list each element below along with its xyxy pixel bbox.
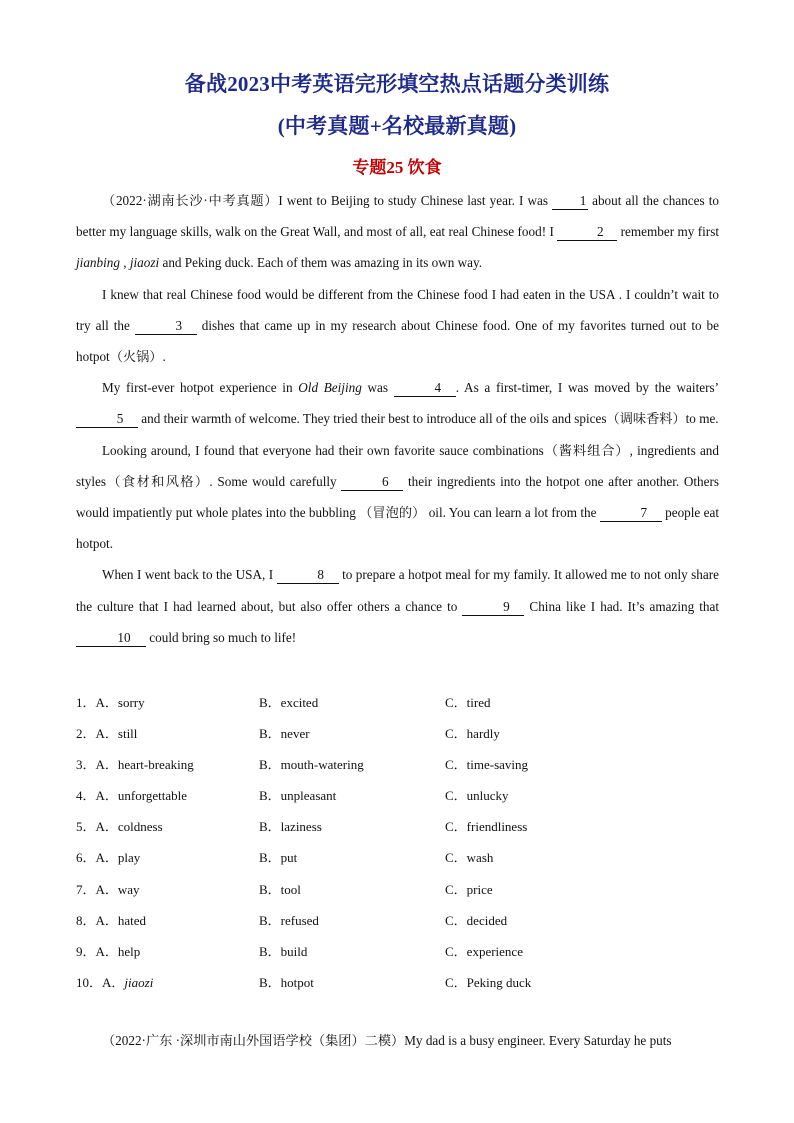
passage-text: dishes that came up in my research about Chinese food. One of my favorites turned out to be hotpot（火锅）. (76, 317, 719, 365)
option-a[interactable]: 9．A．help (76, 943, 141, 959)
paragraph-3 (76, 372, 719, 434)
next-passage-start (76, 1030, 719, 1049)
passage-text: When I went back to the USA, I (102, 567, 277, 583)
option-a[interactable]: 4．A．unforgettable (76, 788, 187, 804)
passage-text: and their warmth of welcome. They tried their best to introduce all of the oils and spices（调味香料）to me. (138, 411, 719, 427)
option-b[interactable]: B．hotpot (259, 974, 314, 990)
option-a[interactable]: 6．A．play (76, 850, 141, 866)
option-c[interactable]: C．experience (445, 943, 523, 959)
option-b[interactable]: B．excited (259, 695, 319, 710)
option-c[interactable]: C．hardly (445, 726, 500, 742)
option-c[interactable]: C．decided (445, 912, 508, 928)
option-row-3 (76, 748, 719, 779)
option-a[interactable]: 10．A．jiaozi (76, 974, 154, 990)
passage-text: about all the chances to better my language skills, walk on the Great Wall, and most of all, eat real Chinese food! I (76, 193, 719, 240)
passage-text: , (119, 255, 130, 271)
blank-5[interactable]: 5 (76, 411, 138, 428)
options-list (76, 686, 719, 997)
blank-9[interactable]: 9 (462, 599, 524, 616)
paragraph-2 (76, 279, 719, 373)
passage-text: I went to Beijing to study Chinese last year. I was (278, 193, 553, 208)
option-row-4 (76, 779, 719, 810)
option-c[interactable]: C．wash (445, 850, 494, 866)
passage-italic: jiaozi (129, 255, 160, 271)
option-c[interactable]: C．friendliness (445, 819, 528, 835)
passage-italic: jianbing (76, 255, 120, 271)
blank-10[interactable]: 10 (76, 630, 146, 647)
blank-6[interactable]: 6 (341, 474, 403, 491)
passage-text: My dad is a busy engineer. Every Saturday he puts (404, 1033, 672, 1048)
source-note: （2022·广东 ·深圳市南山外国语学校（集团）二模） (102, 1033, 405, 1048)
paragraph-5 (76, 559, 719, 653)
passage-text: people eat hotpot. (76, 505, 719, 552)
passage-text: . As a first-timer, I was moved by the waiters’ (455, 380, 720, 396)
passage-body (76, 185, 719, 653)
option-b[interactable]: B．never (259, 726, 310, 742)
option-c[interactable]: C．time-saving (445, 757, 529, 773)
passage-italic: Old Beijing (298, 380, 362, 396)
blank-4[interactable]: 4 (394, 380, 456, 397)
option-b[interactable]: B．unpleasant (259, 788, 337, 804)
paragraph-1 (76, 185, 719, 279)
passage-text: I knew that real Chinese food would be different from the Chinese food I had eaten in the USA . I couldn’t wait to try all the (76, 286, 719, 333)
option-row-7 (76, 873, 719, 904)
passage-text: their ingredients into the hotpot one after another. Others would impatiently put whole plates into the bubbling （冒泡的） oil. You can learn a lot from the (76, 473, 719, 521)
option-row-6 (76, 841, 719, 872)
blank-3[interactable]: 3 (135, 318, 197, 335)
option-a[interactable]: 7．A．way (76, 881, 140, 897)
option-b[interactable]: B．mouth-watering (259, 757, 364, 773)
option-a[interactable]: 5．A．coldness (76, 819, 163, 835)
blank-1[interactable]: 1 (552, 193, 588, 210)
option-row-5 (76, 810, 719, 841)
blank-7[interactable]: 7 (600, 505, 662, 522)
option-b[interactable]: B．put (259, 850, 298, 866)
passage-text: and Peking duck. Each of them was amazing in its own way. (159, 255, 483, 271)
passage-text: China like I had. It’s amazing that (524, 598, 719, 614)
blank-2[interactable]: 2 (557, 224, 617, 241)
passage-text: to prepare a hotpot meal for my family. It allowed me to not only share the culture that I had learned about, but also offer others a chance to (76, 567, 719, 614)
option-row-9 (76, 935, 719, 966)
option-a[interactable]: 2．A．still (76, 726, 138, 742)
topic-heading: 专题25 饮食 (352, 158, 442, 177)
option-row-1 (76, 686, 719, 717)
blank-8[interactable]: 8 (277, 567, 339, 584)
document-title: 备战2023中考英语完形填空热点话题分类训练 (184, 72, 610, 96)
option-a[interactable]: 3．A．heart-breaking (76, 757, 194, 773)
paragraph-4 (76, 435, 719, 560)
option-row-10 (76, 966, 719, 997)
passage-text: was (361, 380, 394, 396)
option-c[interactable]: C．Peking duck (445, 974, 532, 990)
option-b[interactable]: B．build (259, 943, 308, 959)
passage-text: could bring so much to life! (146, 629, 297, 645)
passage-text: My first-ever hotpot experience in (102, 380, 299, 396)
option-b[interactable]: B．refused (259, 912, 319, 928)
option-c[interactable]: C．price (445, 881, 493, 897)
option-a[interactable]: 8．A．hated (76, 912, 147, 928)
option-row-2 (76, 717, 719, 748)
source-note: （2022·湖南长沙·中考真题） (102, 193, 279, 208)
passage-text: remember my first (617, 224, 719, 240)
option-c[interactable]: C．unlucky (445, 788, 509, 804)
option-b[interactable]: B．tool (259, 881, 301, 897)
option-c[interactable]: C．tired (445, 695, 491, 710)
document-subtitle: (中考真题+名校最新真题) (277, 114, 517, 138)
option-b[interactable]: B．laziness (259, 819, 322, 835)
option-row-8 (76, 904, 719, 935)
passage-text: Looking around, I found that everyone had their own favorite sauce combinations（酱料组合）, ingredients and styles（食材和风格）. Some would carefully (76, 442, 719, 489)
option-a[interactable]: 1．A．sorry (76, 695, 145, 710)
